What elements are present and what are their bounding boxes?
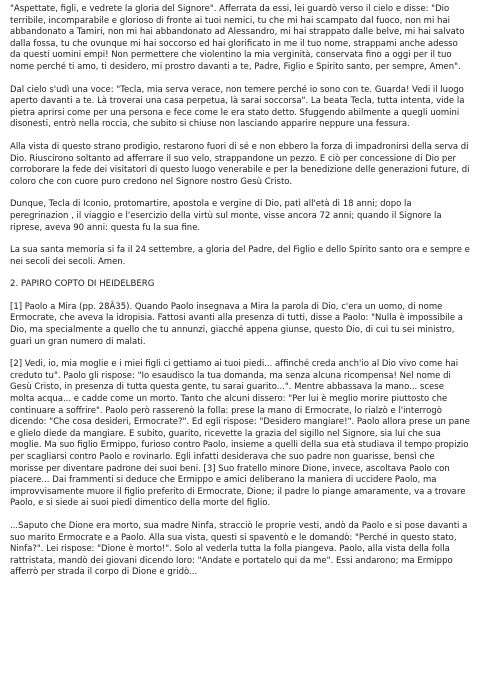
paragraph-voice-from-heaven: Dal cielo s'udì una voce: "Tecla, mia serva verace, non temere perché io sono con te. Guarda! Vedi il luogo aperto davanti a te. Là troverai una casa perpetua, là sarai soccorsa". La beata Tecla, tutta intenta, vide la pietra aprirsi come per una persona e fece come le era stato detto. Sfuggendo abilmente a quegli uomini disonesti, entrò nella roccia, che subito si chiuse non lasciando apparire neppure una fessura.	[10, 84, 465, 130]
paragraph-tecla-prayer: "Aspettate, figli, e vedrete la gloria del Signore". Afferrata da essi, lei guardò verso il cielo e disse: "Dio terribile, incomparabile e glorioso di fronte ai tuoi nemici, tu che mi hai scampato dal fuoco, non mi hai abbandonato a Tamiri, non mi hai abbandonato ad Alessandro, mi hai strappato dalle belve, mi hai salvato dalla fossa, tu che ovunque mi hai soccorso ed hai glorificato in me il tuo nome, strappami anche adesso da questi uomini empi! Non permettere che violentino la mia verginità, conservata fino a oggi per il tuo nome perché ti amo, ti desidero, mi prostro davanti a te, Padre, Figlio e Spirito santo, per sempre, Amen".	[10, 4, 465, 72]
paragraph-memory: La sua santa memoria si fa il 24 settembre, a gloria del Padre, del Figlio e dello Spirito santo ora e sempre e nei secoli dei secoli. Amen.	[10, 245, 470, 267]
paragraph-tecla-death: Dunque, Tecla di Iconio, protomartire, apostola e vergine di Dio, patì all'età di 18 anni; dopo la peregrinazion , il viaggio e l'esercizio della virtù sul monte, visse ancora 72 anni; quando il Signore la riprese, aveva 90 anni: questa fu la sua fine.	[10, 199, 442, 233]
paragraph-prodigy: Alla vista di questo strano prodigio, restarono fuori di sé e non ebbero la forza di impadronirsi della serva di Dio. Riuscirono soltanto ad afferrare il suo velo, strappandone un pezzo. E ciò per concessione di Dio per corroborare la fede dei visitatori di questo luogo venerabile e per la benedizione delle generazioni future, di coloro che con cuore puro credono nel Signore nostro Gesù Cristo.	[10, 141, 470, 187]
paragraph-dione-death: ...Saputo che Dione era morto, sua madre Ninfa, stracciò le proprie vesti, andò da Paolo e si pose davanti a suo marito Ermocrate e a Paolo. Alla sua vista, questi si spaventò e le domandò: "Perché in questo stato, Ninfa?". Lei rispose: "Dione è morto!". Solo al vederla tutta la folla piangeva. Paolo, alla vista della folla rattristata, mandò dei giovani dicendo loro: "Andate e portatelo qui da me". Essi andarono; ma Ermippo afferrò per strada il corpo di Dione e gridò...	[10, 520, 468, 578]
paragraph-ermocrate-healing: [2] Vedi, io, mia moglie e i miei figli ci gettiamo ai tuoi piedi... affinché creda anch'io al Dio vivo come hai creduto tu". Paolo gli rispose: "Io esaudisco la tua domanda, ma senza alcuna ricompensa! Nel nome di Gesù Cristo, in presenza di tutta questa gente, tu sarai guarito...". Mentre abbassava la mano... scese molta acqua... e cadde come un morto. Tanto che alcuni dissero: "Per lui è meglio morire piuttosto che continuare a soffrire". Paolo però rasserenò la folla: prese la mano di Ermocrate, lo rialzò e l'interrogò dicendo: "Che cosa desideri, Ermocrate?". Ed egli rispose: "Desidero mangiare!". Paolo allora prese un pane e glielo diede da mangiare. E subito, guarito, ricevette la grazia del sigillo nel Signore, sia lui che sua moglie. Ma suo figlio Ermippo, furioso contro Paolo, insieme a quelli della sua età studiava il tempo propizio per scagliarsi contro Paolo e rovinarlo. Egli infatti desiderava che suo padre non guarisse, bensì che morisse per diventare padrone dei suoi beni. [3] Suo fratello minore Dione, invece, ascoltava Paolo con piacere... Dai frammenti si deduce che Ermippo e amici deliberano la maniera di uccidere Paolo, ma improvvisamente muore il figlio preferito di Ermocrate, Dione; il padre lo piange amaramente, va a trovare Paolo, e si siede ai suoi piedi dimentico della morte del figlio.	[10, 359, 470, 509]
paragraph-paolo-mira: [1] Paolo a Mira (pp. 28Â35). Quando Paolo insegnava a Mira la parola di Dio, c'era un uomo, di nome Ermocrate, che aveva la idropisia. Fattosi avanti alla presenza di tutti, disse a Paolo: "Nulla è impossibile a Dio, ma specialmente a quello che tu annunzi, giacché appena giunse, questo Dio, di cui tu sei ministro, guarì un gran numero di malati.	[10, 301, 464, 347]
section-heading: 2. PAPIRO COPTO DI HEIDELBERG	[10, 279, 155, 290]
